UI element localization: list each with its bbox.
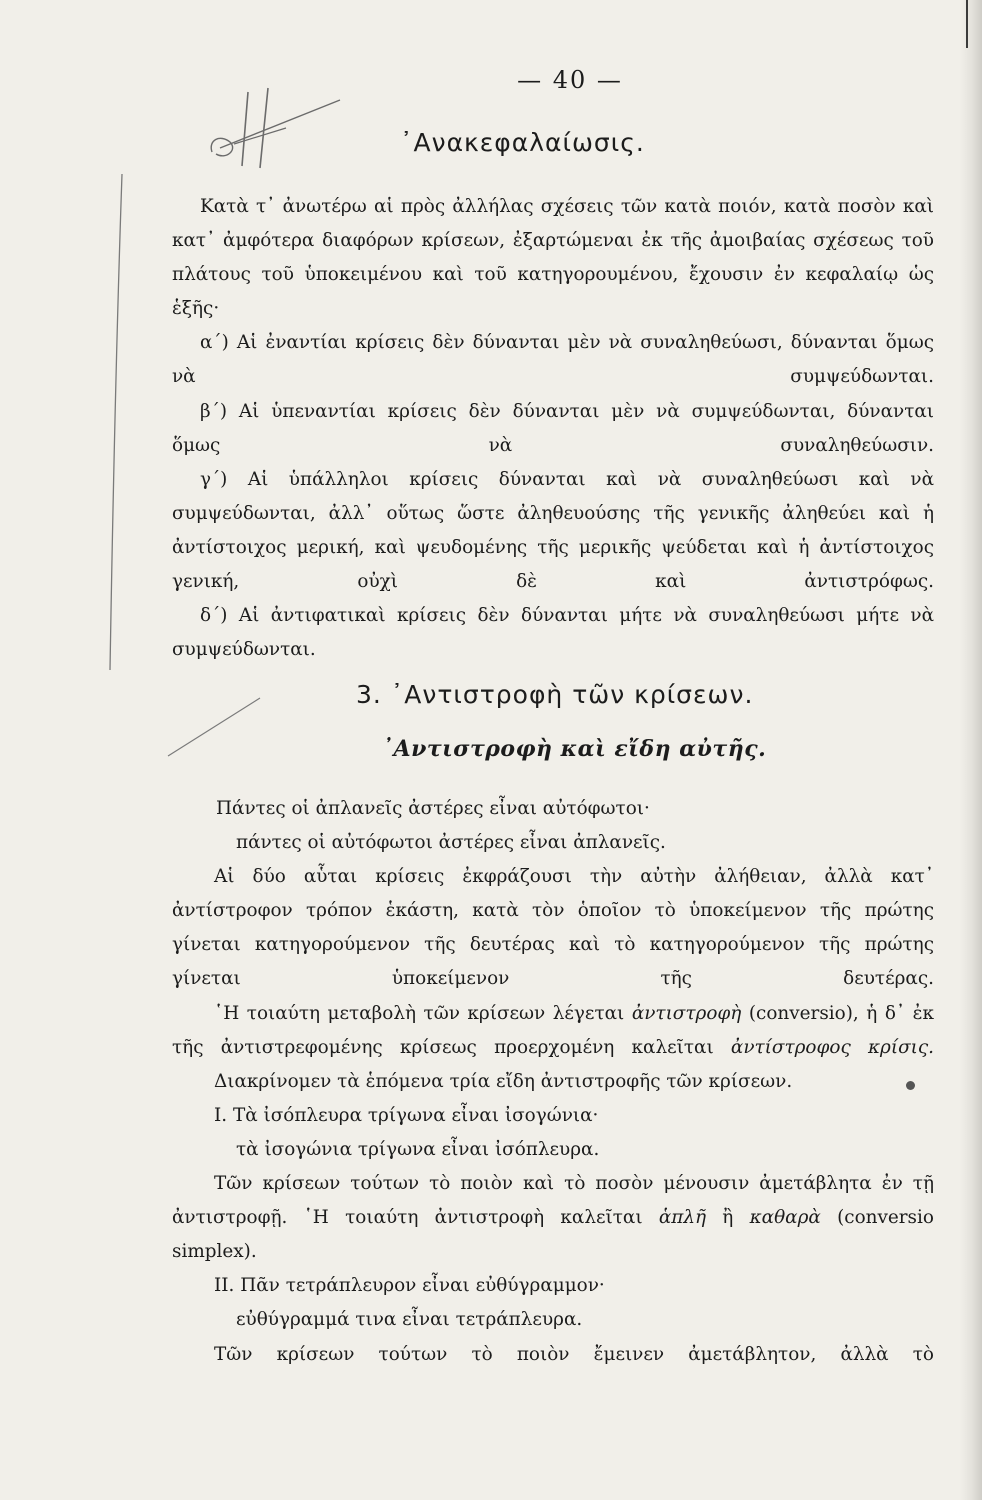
- type2-paragraph: Τῶν κρίσεων τούτων τὸ ποιὸν ἔμεινεν ἀμετάβλητον, ἀλλὰ τὸ: [214, 1343, 934, 1365]
- ink-speck: [906, 1081, 915, 1090]
- definition-term: ἀντιστροφὴ: [631, 1002, 742, 1024]
- type1-line-2: τὰ ἰσογώνια τρίγωνα εἶναι ἰσόπλευρα.: [236, 1138, 600, 1160]
- summary-block: [172, 190, 934, 667]
- type1-paragraph: [172, 1167, 934, 1269]
- definition-term-2: ἀντίστροφος κρίσις.: [730, 1036, 934, 1058]
- type1-term-b: καθαρὰ: [749, 1207, 821, 1229]
- summary-item-c: γ΄) Αἱ ὑπάλληλοι κρίσεις δύνανται καὶ νὰ συναληθεύωσι καὶ νὰ συμψεύδωνται, ἀλλ᾿ οὕτως ὥστε ἀληθευούσης τῆς γενικῆς ἀληθεύει καὶ ἡ ἀντίστοιχος μερική, καὶ ψευδομένης τῆς μερικῆς ψεύδεται καὶ ἡ ἀντίστοιχος γενική, οὐχὶ δὲ καὶ ἀντιστρόφως.: [172, 468, 934, 593]
- subheading: ᾿Αντιστροφὴ καὶ εἴδη αὐτῆς.: [382, 736, 767, 762]
- summary-intro: Κατὰ τ᾿ ἀνωτέρω αἱ πρὸς ἀλλήλας σχέσεις τῶν κατὰ ποιόν, κατὰ ποσὸν καὶ κατ᾿ ἀμφότερα διαφόρων κρίσεων, ἐξαρτώμεναι ἐκ τῆς ἀμοιβαίας σχέσεως τοῦ πλάτους τοῦ ὑποκειμένου καὶ τοῦ κατηγορουμένου, ἔχουσιν ἐν κεφαλαίῳ ὡς ἑξῆς·: [172, 196, 934, 320]
- example-line-2: πάντες οἱ αὐτόφωτοι ἀστέρες εἶναι ἀπλανεῖς.: [236, 832, 666, 854]
- types-intro: Διακρίνομεν τὰ ἑπόμενα τρία εἴδη ἀντιστροφῆς τῶν κρίσεων.: [214, 1070, 793, 1092]
- type1-term-a: ἁπλῆ: [658, 1207, 707, 1229]
- definition-latin: (conversio), ἡ δ᾿ ἐκ τῆς ἀντιστρεφομένης κρίσεως προερχομένη καλεῖται: [172, 1002, 934, 1058]
- page-edge-mark: [966, 0, 968, 48]
- definition-paragraph: [172, 997, 934, 1065]
- section-heading: 3. ᾿Αντιστροφὴ τῶν κρίσεων.: [356, 680, 754, 709]
- explanation-paragraph: Αἱ δύο αὗται κρίσεις ἐκφράζουσι τὴν αὐτὴν ἀλήθειαν, ἀλλὰ κατ᾿ ἀντίστροφον τρόπον ἑκάστη, κατὰ τὸν ὁποῖον τὸ ὑποκείμενον τῆς πρώτης γίνεται κατηγορούμενον τῆς δευτέρας καὶ τὸ κατηγορούμενον τῆς πρώτης γίνεται ὑποκείμενον τῆς δευτέρας.: [172, 866, 934, 990]
- type2-line-2: εὐθύγραμμά τινα εἶναι τετράπλευρα.: [236, 1309, 583, 1331]
- summary-item-d: δ΄) Αἱ ἀντιφατικαὶ κρίσεις δὲν δύνανται μήτε νὰ συναληθεύωσι μήτε νὰ συμψεύδωνται.: [172, 605, 934, 661]
- margin-slash-mark: [160, 692, 270, 762]
- summary-item-b: β΄) Αἱ ὑπεναντίαι κρίσεις δὲν δύνανται μὲν νὰ συμψεύδωνται, δύνανται ὅμως νὰ συναληθεύωσιν.: [172, 400, 934, 456]
- type1-or: ἢ: [722, 1207, 734, 1229]
- type1-latin: (conversio simplex).: [172, 1207, 934, 1263]
- type1-line-1: I. Τὰ ἰσόπλευρα τρίγωνα εἶναι ἰσογώνια·: [214, 1104, 599, 1126]
- page-number: — 40 —: [517, 66, 623, 94]
- example-line-1: Πάντες οἱ ἀπλανεῖς ἀστέρες εἶναι αὐτόφωτοι·: [216, 798, 650, 819]
- margin-bracket-line: [98, 170, 128, 680]
- summary-heading: ᾿Ανακεφαλαίωσις.: [400, 128, 645, 157]
- page-edge-shadow: [960, 0, 982, 1500]
- handwritten-mark: [190, 82, 350, 172]
- type1-text: Τῶν κρίσεων τούτων τὸ ποιὸν καὶ τὸ ποσὸν μένουσιν ἀμετάβλητα ἐν τῇ ἀντιστροφῇ. ῾Η τοιαύτη ἀντιστροφὴ καλεῖται: [172, 1173, 934, 1229]
- definition-lead: ῾Η τοιαύτη μεταβολὴ τῶν κρίσεων λέγεται: [214, 1002, 625, 1024]
- type2-line-1: II. Πᾶν τετράπλευρον εἶναι εὐθύγραμμον·: [214, 1275, 605, 1297]
- conversion-block: [172, 792, 934, 1372]
- summary-item-a: α΄) Αἱ ἐναντίαι κρίσεις δὲν δύνανται μὲν νὰ συναληθεύωσι, δύνανται ὅμως νὰ συμψεύδωνται.: [172, 332, 934, 388]
